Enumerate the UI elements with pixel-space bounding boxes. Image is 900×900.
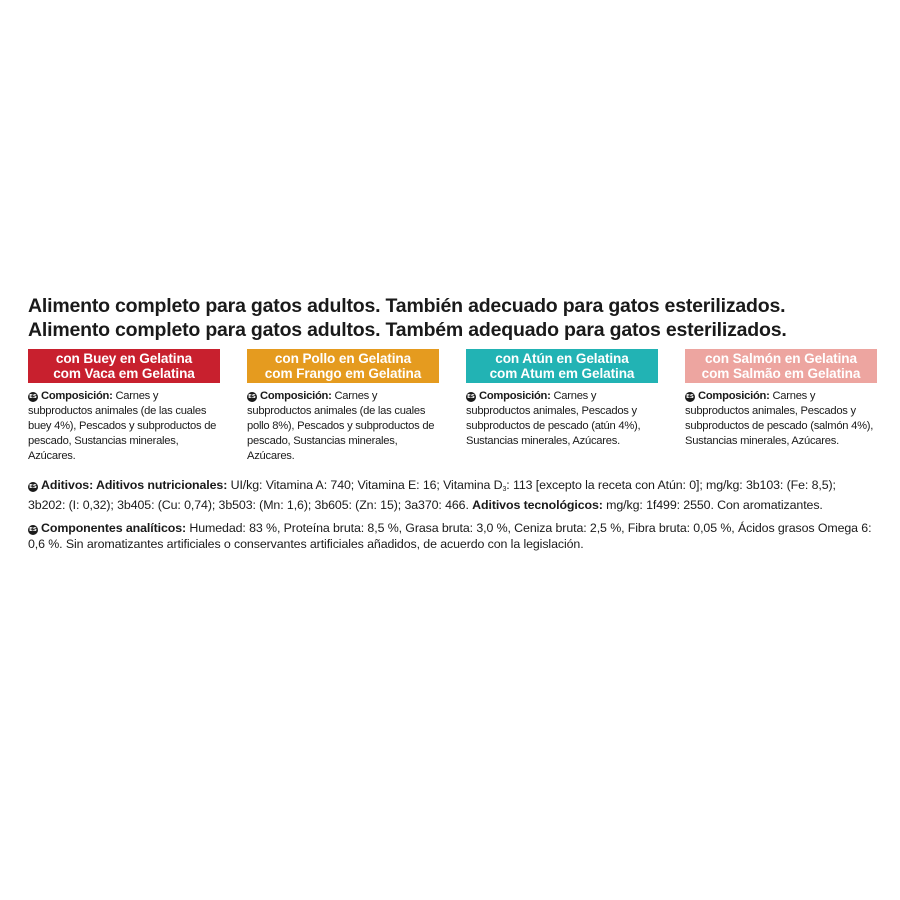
es-flag-icon: ES	[29, 527, 37, 533]
variant-salmon	[685, 349, 877, 464]
variant-composition	[247, 389, 439, 464]
variant-title-es: con Pollo en Gelatina	[274, 351, 412, 366]
es-flag-icon: ES	[248, 394, 256, 400]
variant-title-es: con Atún en Gelatina	[495, 351, 629, 366]
additives-text: UI/kg: Vitamina A: 740; Vitamina E: 16; Vitamina D	[227, 478, 503, 492]
variant-composition	[685, 389, 877, 449]
analytics-paragraph	[28, 521, 874, 552]
analytics-text: Humedad: 83 %, Proteína bruta: 8,5 %, Grasa bruta: 3,0 %, Ceniza bruta: 2,5 %, Fibra bruta: 0,05 %, Ácidos grasos Omega 6: 0,6 %. Sin aromatizantes artificiales o conservantes artificiales añadidos, de acuerdo con la legislación.	[28, 521, 872, 551]
es-flag-icon: ES	[686, 394, 694, 400]
headline-pt: Alimento completo para gatos adultos. Também adequado para gatos esterilizados.	[28, 319, 787, 341]
composition-label: Composición:	[41, 390, 113, 402]
composition-text: Carnes y subproductos animales (de las cuales pollo 8%), Pescados y subproductos de pescado, Sustancias minerales, Azúcares.	[247, 390, 435, 462]
variant-banner	[466, 349, 658, 383]
additives-label: Aditivos: Aditivos nutricionales:	[41, 478, 228, 492]
composition-text: Carnes y subproductos animales (de las cuales buey 4%), Pescados y subproductos de pescado, Sustancias minerales, Azúcares.	[28, 390, 217, 462]
tech-additives-label: Aditivos tecnológicos:	[472, 497, 603, 512]
composition-text: Carnes y subproductos animales, Pescados y subproductos de pescado (atún 4%), Sustancias minerales, Azúcares.	[466, 390, 641, 447]
composition-text: Carnes y subproductos animales, Pescados y subproductos de pescado (salmón 4%), Sustancias minerales, Azúcares.	[685, 390, 874, 447]
variant-title-es: con Salmón en Gelatina	[705, 351, 857, 366]
variant-banner	[28, 349, 220, 383]
headline-es: Alimento completo para gatos adultos. También adecuado para gatos esterilizados.	[28, 295, 786, 317]
composition-label: Composición:	[479, 390, 551, 402]
es-flag-icon: ES	[29, 484, 37, 490]
variant-tuna	[466, 349, 658, 464]
variant-title-pt: com Salmão em Gelatina	[701, 366, 861, 381]
es-flag-icon: ES	[29, 394, 37, 400]
variant-banner	[685, 349, 877, 383]
analytics-label: Componentes analíticos:	[41, 521, 187, 535]
composition-label: Composición:	[260, 390, 332, 402]
variant-banner	[247, 349, 439, 383]
tech-additives-text: mg/kg: 1f499: 2550. Con aromatizantes.	[602, 497, 823, 512]
variant-chicken	[247, 349, 439, 464]
variant-title-pt: com Vaca em Gelatina	[53, 366, 195, 381]
composition-label: Composición:	[698, 390, 770, 402]
additives-text-cont: : 113 [excepto la receta con Atún: 0]; mg/kg: 3b103: (Fe: 8,5); 3b202: (I: 0,32); 3b405: (Cu: 0,74); 3b503: (Mn: 1,6); 3b605: (Zn: 15); 3a370: 466.	[28, 478, 836, 512]
variant-beef	[28, 349, 220, 464]
variant-composition	[466, 389, 658, 449]
additives-paragraph	[28, 478, 874, 513]
label-content	[28, 294, 874, 552]
variant-title-pt: com Frango em Gelatina	[264, 366, 422, 381]
variant-title-es: con Buey en Gelatina	[55, 351, 193, 366]
variant-title-pt: com Atum em Gelatina	[489, 366, 635, 381]
es-flag-icon: ES	[467, 394, 475, 400]
variant-list	[28, 349, 874, 464]
variant-composition	[28, 389, 220, 464]
vitamin-d-subscript: 3	[502, 486, 507, 493]
